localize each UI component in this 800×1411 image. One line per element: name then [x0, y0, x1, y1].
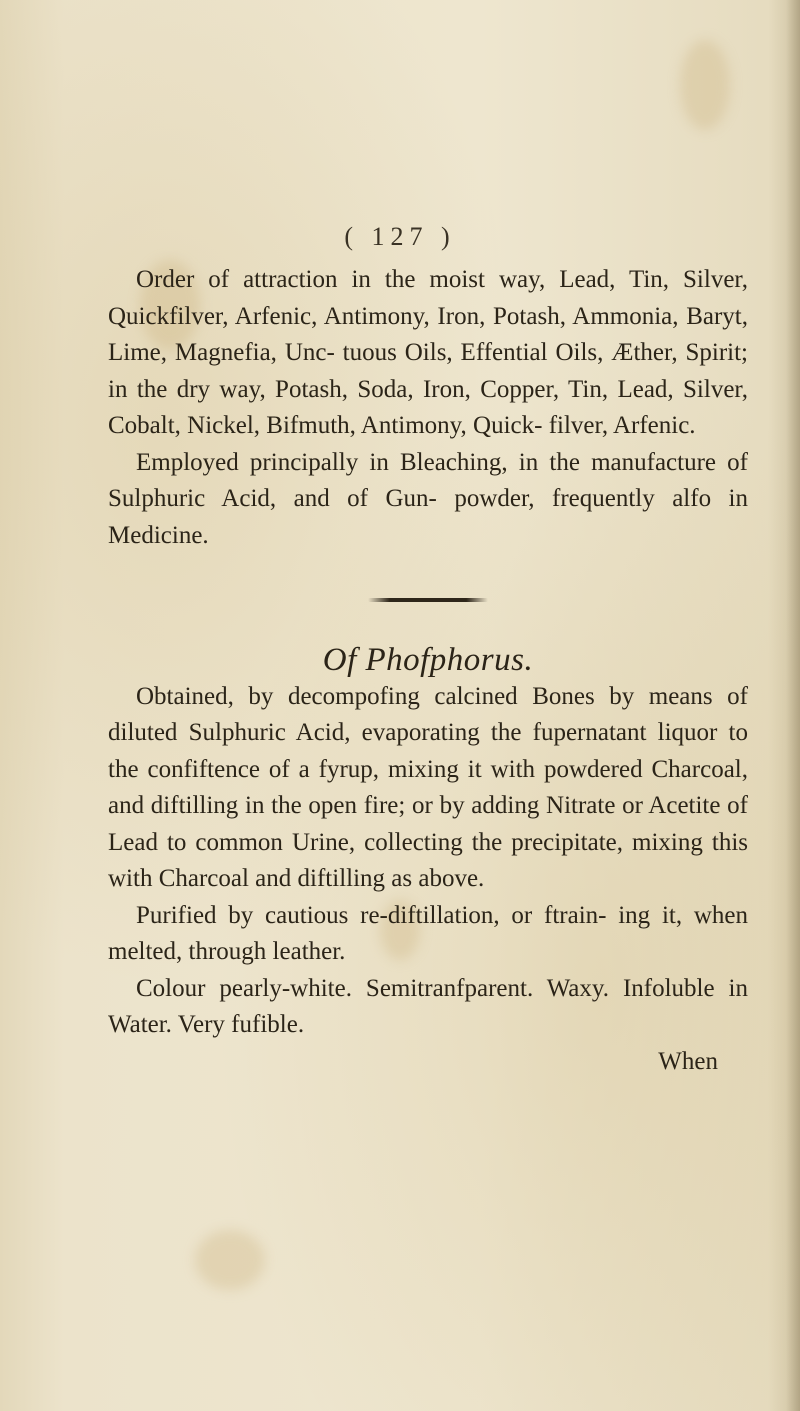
section-divider [368, 598, 488, 602]
properties-paragraph: Colour pearly-white. Semitranfparent. Waxy. Infoluble in Water. Very fufible. [108, 974, 748, 1038]
attraction-paragraph: Order of attraction in the moist way, Lead, Tin, Silver, Quickfilver, Arfenic, Antimony, Iron, Potash, Ammonia, Baryt, Lime, Magnefia, Unc- tuous Oils, Effential Oils, Æther, Spirit; in the dry way, Potash, Soda, Iron, Copper, Tin, Lead, Silver, Cobalt, Nickel, Bifmuth, Antimony, Quick- filver, Arfenic. [108, 266, 748, 439]
uses-paragraph: Employed principally in Bleaching, in the manufacture of Sulphuric Acid, and of Gun- powder, frequently alfo in Medicine. [108, 448, 748, 549]
page-edge-shadow [786, 0, 800, 1411]
paper-stain [195, 1230, 265, 1290]
section-title: Of Phofphorus. [322, 642, 534, 678]
catchword: When [658, 1047, 718, 1075]
page-text [108, 262, 748, 1080]
preparation-paragraph: Obtained, by decompofing calcined Bones by means of diluted Sulphuric Acid, evaporating the fupernatant liquor to the confiftence of a fyrup, mixing it with powdered Charcoal, and diftilling in the open fire; or by adding Nitrate or Acetite of Lead to common Urine, collecting the precipitate, mixing this with Charcoal and diftilling as above. [108, 682, 748, 892]
purification-paragraph: Purified by cautious re-diftillation, or ftrain- ing it, when melted, through leather. [108, 901, 748, 965]
paper-stain [680, 40, 730, 130]
page-number: ( 127 ) [344, 222, 456, 251]
